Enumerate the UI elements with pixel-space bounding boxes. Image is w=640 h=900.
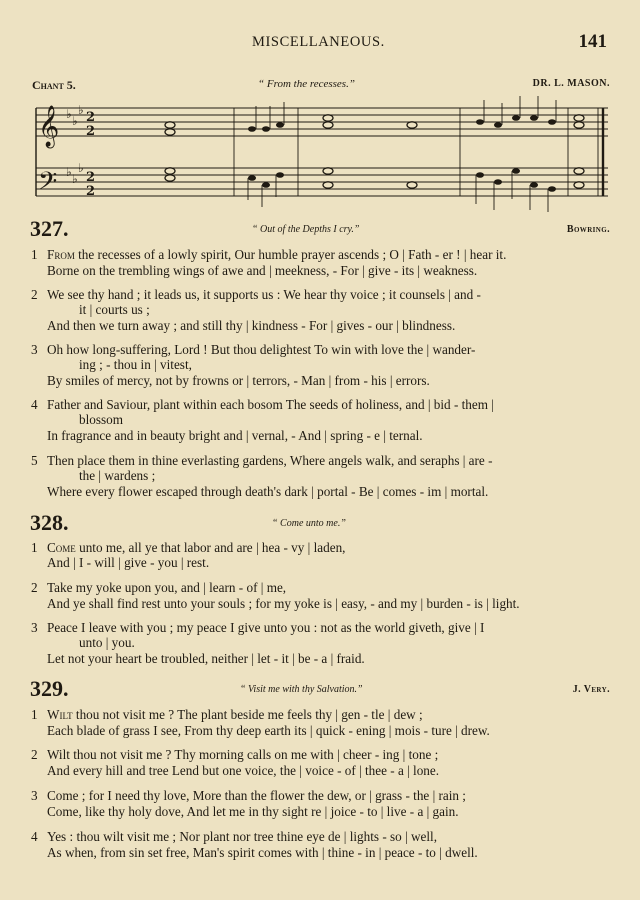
svg-text:♭: ♭	[72, 114, 78, 128]
svg-text:𝄢: 𝄢	[38, 167, 58, 202]
chant-composer: DR. L. MASON.	[532, 78, 610, 89]
verse-line: And every hill and tree Lend but one voice, the | voice - of | thee - a | lone.	[47, 763, 440, 778]
verse-number: 3	[31, 788, 38, 803]
verse-line: blossom	[79, 412, 123, 427]
verse-line: As when, from sin set free, Man's spirit comes with | thine - in | peace - to | dwell.	[47, 845, 478, 860]
verse-number: 5	[31, 453, 38, 468]
svg-text:2: 2	[86, 170, 96, 185]
verse-number: 4	[31, 397, 38, 412]
svg-text:𝄞: 𝄞	[38, 106, 60, 147]
verse-number: 2	[31, 287, 38, 302]
verse-line	[47, 540, 345, 555]
music-score	[30, 78, 610, 218]
page-number: 141	[578, 31, 607, 52]
hymn-327-heading	[0, 216, 640, 242]
verse-line: Peace I leave with you ; my peace I give unto you : not as the world giveth, give | I	[47, 620, 485, 635]
verse-line: ing ; - thou in | vitest,	[79, 357, 192, 372]
verse-line: Take my yoke upon you, and | learn - of | me,	[47, 580, 287, 595]
hymn-number: 328.	[30, 510, 69, 535]
verse-line-text: thou not visit me ? The plant beside me feels thy | gen - tle | dew ;	[72, 707, 423, 722]
verse-line: it | courts us ;	[79, 302, 150, 317]
verse-number: 2	[31, 747, 38, 762]
svg-text:♭: ♭	[66, 165, 72, 179]
verse-line: Oh how long-suffering, Lord ! But thou delightest To win with love the | wander-	[47, 342, 476, 357]
verse-line: Come, like thy holy dove, And let me in thy sight re | joice - to | live - a | gain.	[47, 804, 459, 819]
svg-text:♭: ♭	[78, 161, 84, 175]
svg-text:2: 2	[86, 124, 96, 139]
verse-line: Wilt thou not visit me ? Thy morning calls on me with | cheer - ing | tone ;	[47, 747, 439, 762]
verse-number: 3	[31, 620, 38, 635]
verse-number: 1	[31, 707, 38, 722]
chant-title: “ From the recesses.”	[258, 78, 355, 90]
hymn-title: “ Come unto me.”	[272, 518, 346, 529]
verse-lead-word: Wilt	[47, 707, 73, 722]
verse-number: 3	[31, 342, 38, 357]
verse-line	[47, 707, 423, 722]
verse-lead-word: Come	[47, 540, 76, 555]
verse-lead-word: From	[47, 247, 75, 262]
svg-text:♭: ♭	[78, 103, 84, 117]
verse-line-text: unto me, all ye that labor and are | hea - vy | laden,	[75, 540, 346, 555]
verse-line: In fragrance and in beauty bright and | vernal, - And | spring - e | ternal.	[47, 428, 423, 443]
verse-line: And then we turn away ; and still thy | kindness - For | gives - our | blindness.	[47, 318, 456, 333]
chant-label: Chant 5.	[32, 78, 76, 92]
verse-line: Come ; for I need thy love, More than the flower the dew, or | grass - the | rain ;	[47, 788, 466, 803]
verse-number: 1	[31, 247, 38, 262]
svg-text:2: 2	[86, 184, 96, 199]
verse-line: Then place them in thine everlasting gardens, Where angels walk, and seraphs | are -	[47, 453, 493, 468]
verse-line-text: the recesses of a lowly spirit, Our humble prayer ascends ; O | Fath - er ! | hear it.	[74, 247, 507, 262]
hymn-author: J. Very.	[572, 684, 610, 695]
verse-line: Yes : thou wilt visit me ; Nor plant nor tree thine eye de | lights - so | well,	[47, 829, 437, 844]
verse-number: 1	[31, 540, 38, 555]
verse-line: Each blade of grass I see, From thy deep earth its | quick - ening | mois - ture | drew.	[47, 723, 490, 738]
hymn-329-heading	[0, 676, 640, 702]
music-staves	[30, 94, 610, 218]
verse-line	[47, 247, 506, 262]
verse-line: Father and Saviour, plant within each bosom The seeds of holiness, and | bid - them |	[47, 397, 494, 412]
verse-line: Let not your heart be troubled, neither | let - it | be - a | fraid.	[47, 651, 365, 666]
hymn-number: 329.	[30, 676, 69, 701]
verse-line: the | wardens ;	[79, 468, 156, 483]
hymn-328-heading	[0, 510, 640, 536]
svg-text:♭: ♭	[66, 107, 72, 121]
verse-number: 4	[31, 829, 38, 844]
verse-line: Borne on the trembling wings of awe and | meekness, - For | give - its | weakness.	[47, 263, 478, 278]
hymn-number: 327.	[30, 216, 69, 241]
hymn-title: “ Out of the Depths I cry.”	[252, 224, 360, 235]
hymn-author: Bowring.	[566, 224, 610, 235]
page-header	[0, 31, 640, 58]
verse-line: We see thy hand ; it leads us, it supports us : We hear thy voice ; it counsels | and -	[47, 287, 481, 302]
verse-line: By smiles of mercy, not by frowns or | terrors, - Man | from - his | errors.	[47, 373, 430, 388]
hymn-title: “ Visit me with thy Salvation.”	[240, 684, 363, 695]
svg-text:♭: ♭	[72, 172, 78, 186]
svg-text:2: 2	[86, 110, 96, 125]
verse-line: Where every flower escaped through death's dark | portal - Be | comes - im | mortal.	[47, 484, 489, 499]
verse-line: And | I - will | give - you | rest.	[47, 555, 210, 570]
running-title: MISCELLANEOUS.	[252, 34, 385, 50]
verse-line: unto | you.	[79, 635, 135, 650]
verse-line: And ye shall find rest unto your souls ; for my yoke is | easy, - and my | burden - is | light.	[47, 596, 520, 611]
verse-number: 2	[31, 580, 38, 595]
